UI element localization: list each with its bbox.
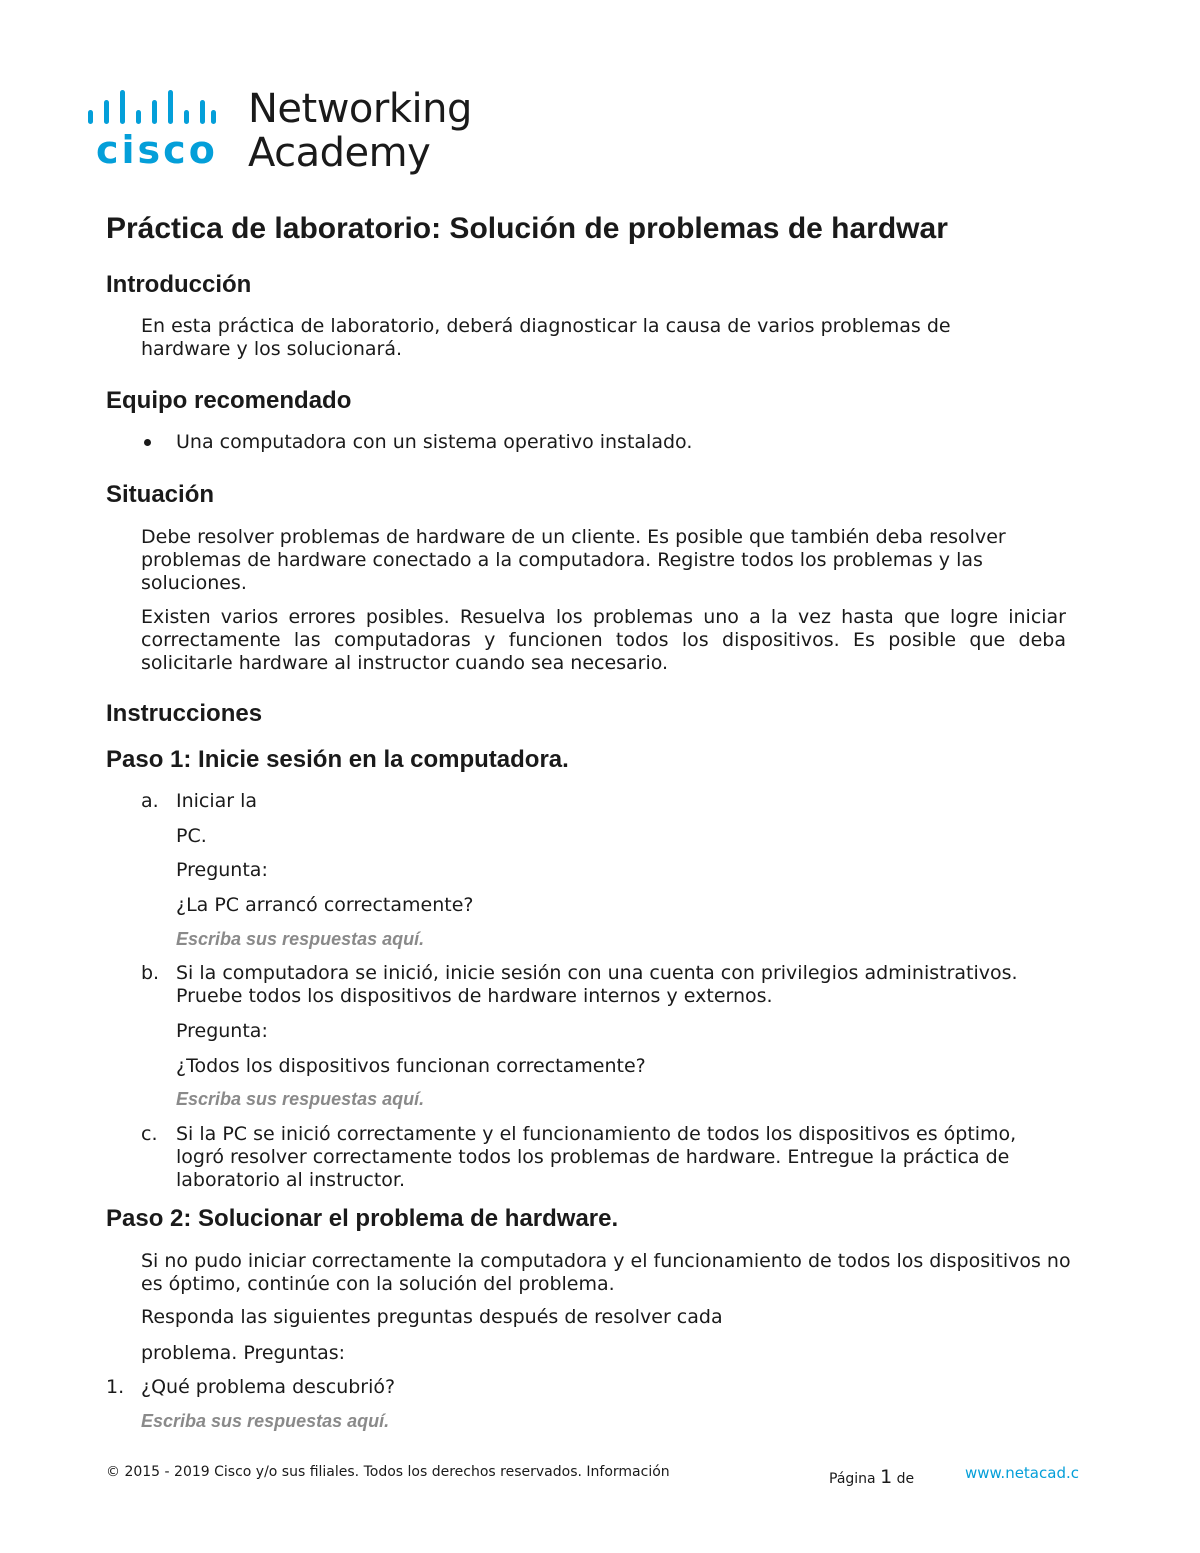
footer-website-link[interactable]: www.netacad.c	[965, 1464, 1079, 1482]
page-title: Práctica de laboratorio: Solución de problemas de hardwar	[106, 212, 948, 245]
step1-b-question-label: Pregunta:	[176, 1020, 268, 1042]
logo-line-academy: Academy	[248, 130, 431, 176]
bullet-icon	[144, 439, 151, 446]
footer-copyright: © 2015 - 2019 Cisco y/o sus filiales. Todos los derechos reservados. Información	[106, 1464, 670, 1480]
step1-b-text: Si la computadora se inició, inicie sesión con una cuenta con privilegios administrativos. Pruebe todos los dispositivos de hardware internos y externos.	[176, 962, 1018, 1007]
logo-line-networking: Networking	[248, 86, 472, 132]
situation-paragraph-2: Existen varios errores posibles. Resuelva los problemas uno a la vez hasta que logre iniciar correctamente las computadoras y funcionen todos los dispositivos. Es posible que deba solicitarle hardware al instructor cuando sea necesario.	[141, 606, 1066, 674]
instructions-heading: Instrucciones	[106, 700, 263, 727]
footer-page-label: Página	[829, 1471, 876, 1487]
step1-b-answer-field[interactable]: Escriba sus respuestas aquí.	[176, 1089, 425, 1109]
cisco-bars-icon	[86, 86, 218, 128]
situation-heading: Situación	[106, 481, 215, 508]
intro-heading: Introducción	[106, 271, 252, 298]
cisco-networking-academy-logo	[86, 86, 472, 176]
step1-a-answer-field[interactable]: Escriba sus respuestas aquí.	[176, 929, 425, 949]
step1-b-question: ¿Todos los dispositivos funcionan correctamente?	[176, 1055, 646, 1077]
step2-heading: Paso 2: Solucionar el problema de hardware.	[106, 1205, 619, 1232]
situation-paragraph-1: Debe resolver problemas de hardware de un cliente. Es posible que también deba resolver problemas de hardware conectado a la computadora. Registre todos los problemas y las soluciones.	[141, 526, 1006, 594]
step2-paragraph-1: Si no pudo iniciar correctamente la computadora y el funcionamiento de todos los dispositivos no es óptimo, continúe con la solución del problema.	[141, 1250, 1071, 1295]
footer-page-number: 1	[880, 1466, 893, 1488]
step1-a-question: ¿La PC arrancó correctamente?	[176, 894, 474, 916]
cisco-wordmark: cisco	[96, 128, 218, 172]
step1-b-marker: b.	[141, 962, 160, 984]
equipment-heading: Equipo recomendado	[106, 387, 352, 414]
step1-c-marker: c.	[141, 1123, 158, 1145]
equipment-item: Una computadora con un sistema operativo instalado.	[176, 431, 693, 453]
step2-paragraph-2-line1: Responda las siguientes preguntas después de resolver cada	[141, 1306, 723, 1328]
footer-page-of: de	[896, 1471, 915, 1487]
step2-q1-marker: 1.	[106, 1376, 125, 1398]
step1-c-text: Si la PC se inició correctamente y el funcionamiento de todos los dispositivos es óptimo, logró resolver correctamente todos los problemas de hardware. Entregue la práctica de laboratorio al instructor.	[176, 1123, 1017, 1191]
step1-a-line2: PC.	[176, 825, 207, 847]
footer-page-indicator	[829, 1466, 914, 1488]
step1-heading: Paso 1: Inicie sesión en la computadora.	[106, 746, 569, 773]
step2-q1-question: ¿Qué problema descubrió?	[141, 1376, 396, 1398]
step1-a-question-label: Pregunta:	[176, 859, 268, 881]
intro-text: En esta práctica de laboratorio, deberá diagnosticar la causa de varios problemas de hardware y los solucionará.	[141, 315, 951, 360]
step1-a-line1: Iniciar la	[176, 790, 258, 812]
step2-q1-answer-field[interactable]: Escriba sus respuestas aquí.	[141, 1411, 390, 1431]
step2-paragraph-2-line2: problema. Preguntas:	[141, 1342, 346, 1364]
step1-a-marker: a.	[141, 790, 159, 812]
